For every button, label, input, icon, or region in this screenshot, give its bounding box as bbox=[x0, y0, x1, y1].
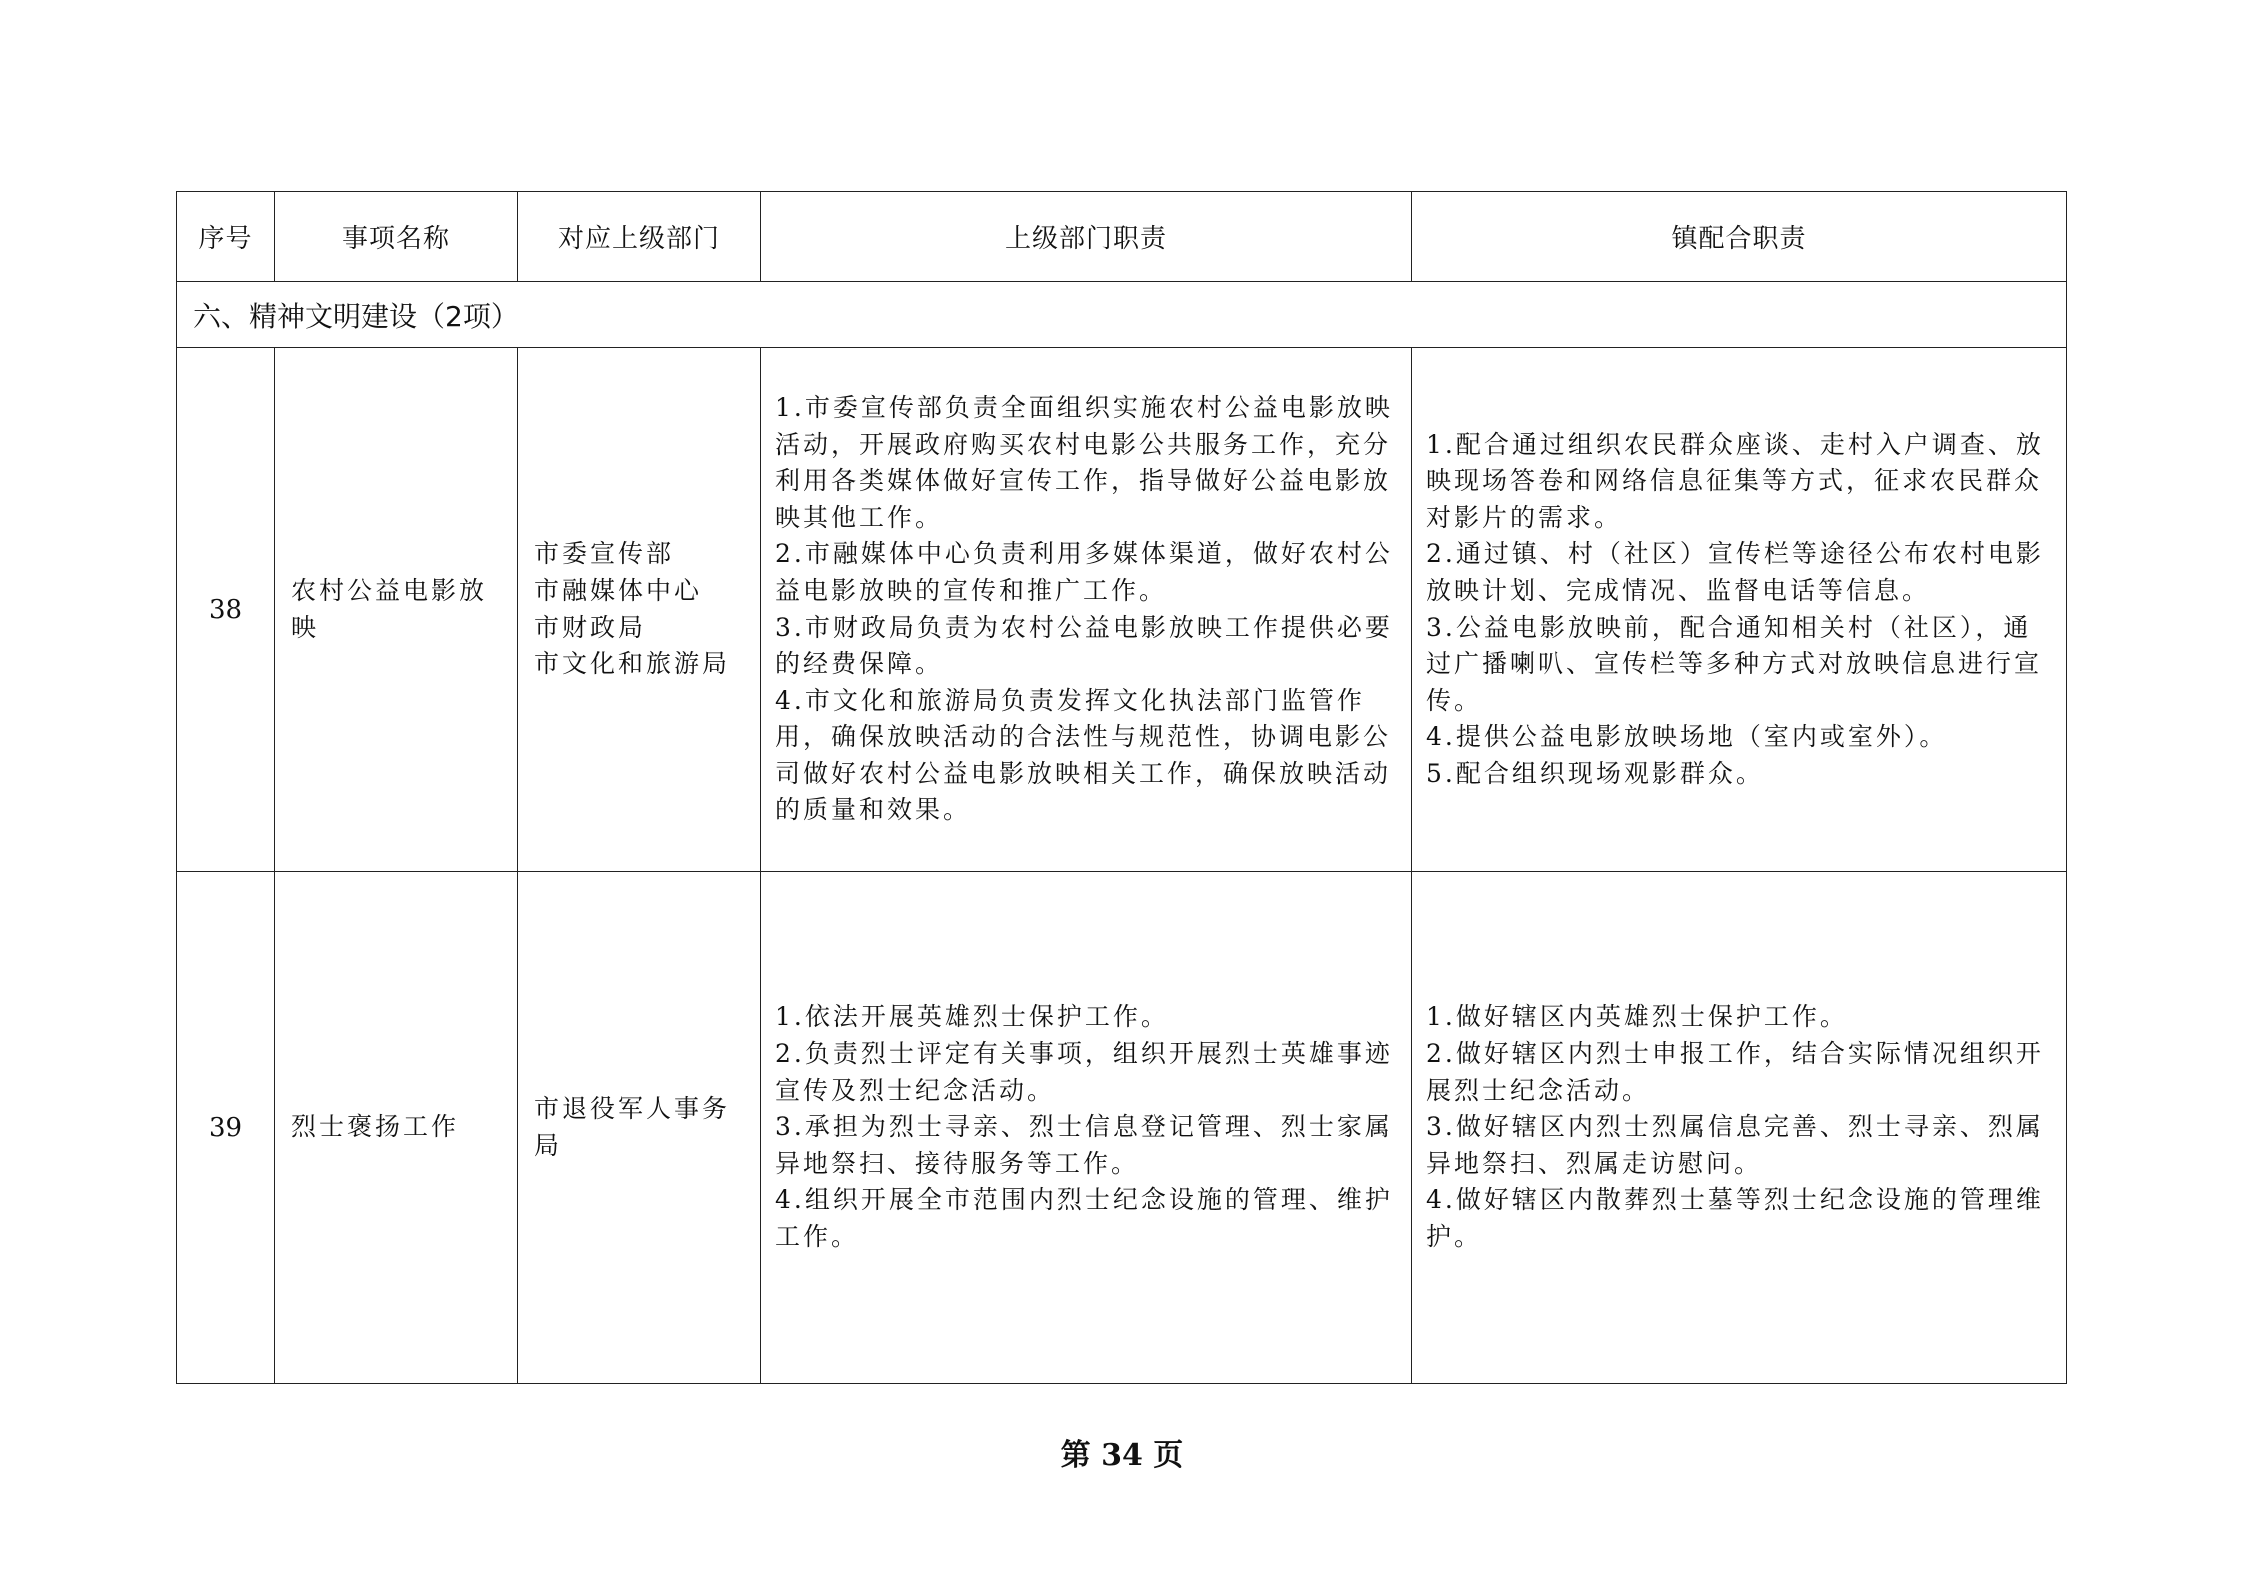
text-line: 过广播喇叭、宣传栏等多种方式对放映信息进行宣 bbox=[1426, 649, 2043, 679]
text-line: 映其他工作。 bbox=[775, 502, 944, 532]
text-line: 市财政局 bbox=[534, 612, 647, 642]
text-line: 3.做好辖区内烈士烈属信息完善、烈士寻亲、烈属 bbox=[1426, 1112, 2044, 1142]
text-line: 烈士褒扬工作 bbox=[291, 1112, 460, 1142]
text-line: 1.做好辖区内英雄烈士保护工作。 bbox=[1426, 1002, 1848, 1032]
row-upper-department bbox=[518, 348, 761, 872]
header-item-name: 事项名称 bbox=[275, 192, 518, 282]
row-item-name bbox=[275, 872, 518, 1384]
text-line: 4.组织开展全市范围内烈士纪念设施的管理、维护 bbox=[775, 1185, 1393, 1215]
row-seq: 38 bbox=[177, 348, 275, 872]
text-line: 2.市融媒体中心负责利用多媒体渠道，做好农村公 bbox=[775, 539, 1393, 569]
text-line: 映 bbox=[291, 612, 320, 642]
row-town-duty bbox=[1412, 348, 2067, 872]
text-line: 活动，开展政府购买农村电影公共服务工作，充分 bbox=[775, 429, 1392, 459]
header-upper-department: 对应上级部门 bbox=[518, 192, 761, 282]
text-line: 3.公益电影放映前，配合通知相关村（社区），通 bbox=[1426, 612, 2032, 642]
header-seq: 序号 bbox=[177, 192, 275, 282]
text-line: 市文化和旅游局 bbox=[534, 649, 731, 679]
table-row bbox=[177, 348, 2067, 872]
text-line: 异地祭扫、烈属走访慰问。 bbox=[1426, 1148, 1763, 1178]
header-town-duty: 镇配合职责 bbox=[1412, 192, 2067, 282]
text-line: 局 bbox=[534, 1130, 563, 1160]
text-line: 3.承担为烈士寻亲、烈士信息登记管理、烈士家属 bbox=[775, 1112, 1393, 1142]
row-upper-department bbox=[518, 872, 761, 1384]
text-line: 农村公益电影放 bbox=[291, 575, 488, 605]
text-line: 的质量和效果。 bbox=[775, 795, 972, 825]
section-row bbox=[177, 282, 2067, 348]
text-line: 4.市文化和旅游局负责发挥文化执法部门监管作 bbox=[775, 685, 1365, 715]
row-upper-duty bbox=[761, 872, 1412, 1384]
text-line: 司做好农村公益电影放映相关工作，确保放映活动 bbox=[775, 758, 1392, 788]
row-town-duty bbox=[1412, 872, 2067, 1384]
text-line: 展烈士纪念活动。 bbox=[1426, 1075, 1651, 1105]
text-line: 益电影放映的宣传和推广工作。 bbox=[775, 575, 1168, 605]
text-line: 工作。 bbox=[775, 1221, 860, 1251]
table-row bbox=[177, 872, 2067, 1384]
row-upper-duty bbox=[761, 348, 1412, 872]
text-line: 用，确保放映活动的合法性与规范性，协调电影公 bbox=[775, 722, 1392, 752]
text-line: 护。 bbox=[1426, 1221, 1483, 1251]
text-line: 5.配合组织现场观影群众。 bbox=[1426, 758, 1764, 788]
page-number: 第 34 页 bbox=[1060, 1438, 1184, 1473]
table-header-row bbox=[177, 192, 2067, 282]
text-line: 市退役军人事务 bbox=[534, 1093, 731, 1123]
text-line: 4.提供公益电影放映场地（室内或室外）。 bbox=[1426, 722, 1948, 752]
text-line: 2.通过镇、村（社区）宣传栏等途径公布农村电影 bbox=[1426, 539, 2044, 569]
text-line: 1.市委宣传部负责全面组织实施农村公益电影放映 bbox=[775, 392, 1393, 422]
text-line: 的经费保障。 bbox=[775, 649, 944, 679]
text-line: 市融媒体中心 bbox=[534, 575, 703, 605]
text-line: 2.做好辖区内烈士申报工作，结合实际情况组织开 bbox=[1426, 1039, 2044, 1069]
row-item-name bbox=[275, 348, 518, 872]
text-line: 利用各类媒体做好宣传工作，指导做好公益电影放 bbox=[775, 466, 1392, 496]
text-line: 2.负责烈士评定有关事项，组织开展烈士英雄事迹 bbox=[775, 1039, 1393, 1069]
text-line: 映现场答卷和网络信息征集等方式，征求农民群众 bbox=[1426, 466, 2043, 496]
text-line: 1.配合通过组织农民群众座谈、走村入户调查、放 bbox=[1426, 429, 2044, 459]
text-line: 市委宣传部 bbox=[534, 539, 675, 569]
text-line: 4.做好辖区内散葬烈士墓等烈士纪念设施的管理维 bbox=[1426, 1185, 2044, 1215]
text-line: 宣传及烈士纪念活动。 bbox=[775, 1075, 1056, 1105]
text-line: 1.依法开展英雄烈士保护工作。 bbox=[775, 1002, 1169, 1032]
row-seq: 39 bbox=[177, 872, 275, 1384]
text-line: 异地祭扫、接待服务等工作。 bbox=[775, 1148, 1140, 1178]
text-line: 放映计划、完成情况、监督电话等信息。 bbox=[1426, 575, 1931, 605]
text-line: 传。 bbox=[1426, 685, 1483, 715]
section-title: 六、精神文明建设（2项） bbox=[177, 282, 2067, 348]
duty-table bbox=[176, 191, 2067, 1384]
text-line: 对影片的需求。 bbox=[1426, 502, 1623, 532]
text-line: 3.市财政局负责为农村公益电影放映工作提供必要 bbox=[775, 612, 1393, 642]
header-upper-duty: 上级部门职责 bbox=[761, 192, 1412, 282]
